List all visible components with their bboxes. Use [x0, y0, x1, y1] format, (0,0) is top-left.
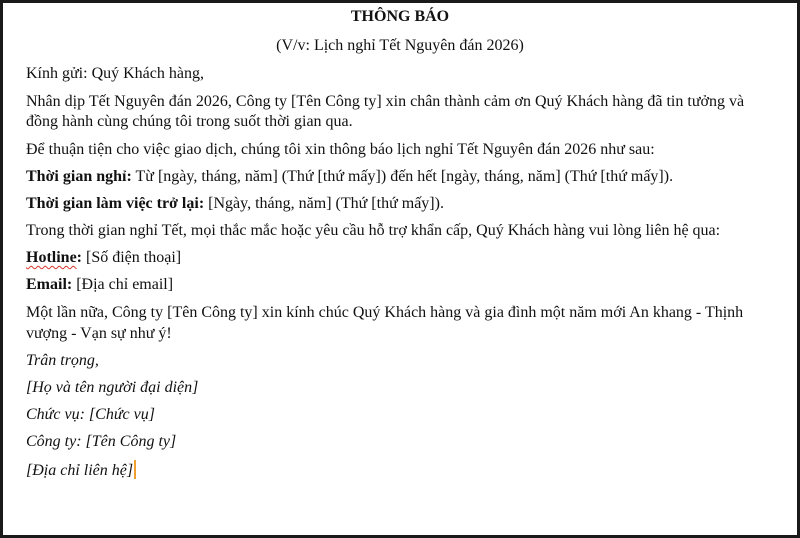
- email-label: Email:: [26, 276, 73, 293]
- hotline-colon: :: [76, 249, 82, 266]
- closing-paragraph-line1: Một lần nữa, Công ty [Tên Công ty] xin kính chúc Quý Khách hàng và gia đình một năm mới An khang - Thịnh: [26, 304, 744, 321]
- closing-paragraph-line2: vượng - Vạn sự như ý!: [26, 325, 172, 342]
- contact-intro: Trong thời gian nghỉ Tết, mọi thắc mắc hoặc yêu cầu hỗ trợ khẩn cấp, Quý Khách hàng vui lòng liên hệ qua:: [26, 222, 721, 239]
- holiday-period-label: Thời gian nghỉ:: [26, 168, 132, 185]
- hotline-value: [Số điện thoại]: [82, 249, 182, 266]
- holiday-period: [26, 167, 673, 187]
- resume-date: [26, 194, 444, 214]
- greeting: Kính gửi: Quý Khách hàng,: [26, 65, 204, 82]
- signer-company: Công ty: [Tên Công ty]: [26, 433, 177, 450]
- signer-position: Chức vụ: [Chức vụ]: [26, 406, 155, 423]
- hotline-label: Hotline: [26, 249, 77, 266]
- text-cursor: [134, 460, 136, 479]
- regards: Trân trọng,: [26, 352, 99, 369]
- holiday-period-value: Từ [ngày, tháng, năm] (Thứ [thứ mấy]) đến hết [ngày, tháng, năm] (Thứ [thứ mấy]).: [131, 168, 674, 185]
- intro-paragraph-line2: đồng hành cùng chúng tôi trong suốt thời gian qua.: [26, 113, 353, 130]
- announce-paragraph: Để thuận tiện cho việc giao dịch, chúng tôi xin thông báo lịch nghỉ Tết Nguyên đán 2026 như sau:: [26, 141, 655, 158]
- resume-date-value: [Ngày, tháng, năm] (Thứ [thứ mấy]).: [204, 195, 444, 212]
- email-value: [Địa chỉ email]: [72, 276, 174, 293]
- document-subtitle: (V/v: Lịch nghỉ Tết Nguyên đán 2026): [276, 37, 524, 54]
- signer-name: [Họ và tên người đại diện]: [26, 379, 199, 396]
- document-title: THÔNG BÁO: [350, 8, 450, 25]
- email-line: [26, 275, 173, 295]
- signer-address: [Địa chỉ liên hệ]: [26, 462, 134, 479]
- hotline-line: [26, 248, 181, 268]
- intro-paragraph-line1: Nhân dịp Tết Nguyên đán 2026, Công ty [Tên Công ty] xin chân thành cảm ơn Quý Khách hàng đã tin tưởng và: [26, 93, 745, 110]
- resume-date-label: Thời gian làm việc trở lại:: [26, 195, 205, 212]
- signer-address-line: [26, 460, 136, 481]
